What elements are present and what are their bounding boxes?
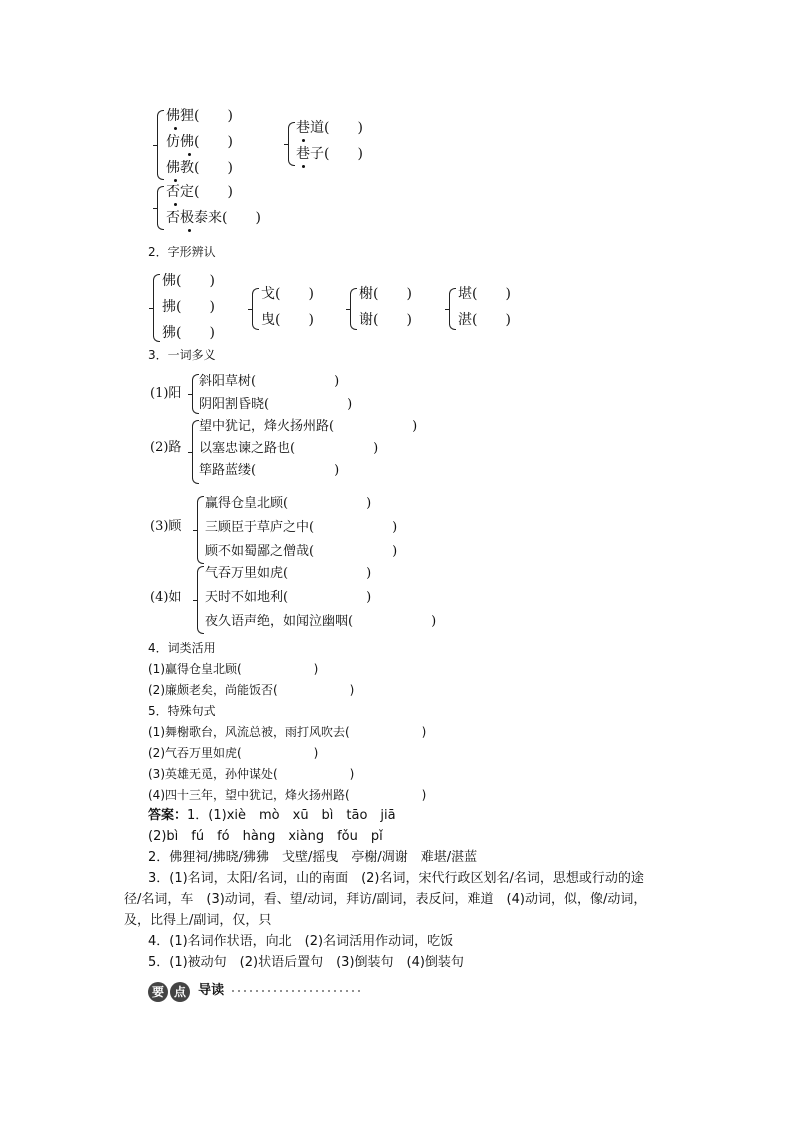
- word-line: 拂( ): [162, 299, 215, 315]
- word-line: 斜阳草树( ): [199, 374, 340, 389]
- word-line: 曳( ): [261, 312, 314, 328]
- word-line: 气吞万里如虎( ): [205, 566, 372, 581]
- word-line: 佛( ): [162, 273, 215, 289]
- word-line: 否极泰来( ): [166, 210, 261, 226]
- badge-char: 要: [148, 982, 168, 1002]
- word-line: 湛( ): [458, 312, 511, 328]
- answer-line: (2)bì fú fó hàng xiàng fǒu pǐ: [148, 829, 383, 844]
- emphasis-dot: [174, 203, 177, 206]
- question-line: (3)英雄无觅，孙仲谋处( ): [148, 767, 355, 781]
- word-line: 堪( ): [458, 286, 511, 302]
- answer-label: 答案：: [148, 808, 188, 823]
- word-line: 佛狸( ): [166, 108, 233, 124]
- emphasis-dot: [302, 139, 305, 142]
- section-heading: 4．词类活用: [148, 641, 216, 655]
- brace: [153, 274, 160, 342]
- word-line: 巷子( ): [296, 146, 363, 162]
- item-label: (1)阳: [150, 386, 182, 401]
- item-label: (3)顾: [150, 519, 182, 534]
- word-line: 仿佛( ): [166, 134, 233, 150]
- word-line: 佛教( ): [166, 160, 233, 176]
- answer-line: 及，比得上/副词，仅，只: [124, 913, 272, 928]
- word-line: 望中犹记，烽火扬州路( ): [199, 419, 418, 434]
- word-line: 谢( ): [359, 312, 412, 328]
- answer-line: 1．(1)xiè mò xū bì tāo jiā: [187, 808, 396, 823]
- brace: [192, 374, 199, 414]
- answer-block: [148, 808, 396, 824]
- word-line: 筚路蓝缕( ): [199, 463, 340, 478]
- word-line: 天时不如地利( ): [205, 590, 372, 605]
- question-line: (2)廉颇老矣，尚能饭否( ): [148, 683, 355, 697]
- emphasis-dot: [174, 179, 177, 182]
- word-line: 榭( ): [359, 286, 412, 302]
- section-badge: [148, 981, 224, 1001]
- word-line: 顾不如蜀鄙之僧哉( ): [205, 544, 398, 559]
- answer-line: 4．(1)名词作状语，向北 (2)名词活用作动词，吃饭: [148, 934, 454, 949]
- brace: [157, 110, 164, 180]
- emphasis-dot: [188, 229, 191, 232]
- answer-line: 5．(1)被动句 (2)状语后置句 (3)倒装句 (4)倒装句: [148, 955, 464, 970]
- brace: [192, 420, 199, 484]
- section-heading: 3．一词多义: [148, 348, 216, 362]
- answer-line: 3．(1)名词，太阳/名词，山的南面 (2)名词，宋代行政区划名/名词，思想或行动的途: [148, 871, 644, 886]
- brace: [157, 186, 164, 230]
- word-line: 狒( ): [162, 325, 215, 341]
- answer-line: 径/名词，车 (3)动词，看、望/动词，拜访/副词，表反问，难道 (4)动词，似，像/动词，: [124, 892, 647, 907]
- word-line: 阴阳割昏晓( ): [199, 397, 353, 412]
- item-label: (4)如: [150, 590, 182, 605]
- emphasis-dot: [174, 127, 177, 130]
- emphasis-dot: [302, 165, 305, 168]
- section-heading: 2．字形辨认: [148, 245, 216, 259]
- brace: [350, 288, 357, 330]
- brace: [288, 122, 295, 166]
- word-line: 夜久语声绝，如闻泣幽咽( ): [205, 614, 437, 629]
- brace: [252, 288, 259, 330]
- brace: [197, 496, 204, 564]
- question-line: (1)舞榭歌台，风流总被，雨打风吹去( ): [148, 725, 427, 739]
- badge-char: 点: [170, 982, 190, 1002]
- word-line: 戈( ): [261, 286, 314, 302]
- dotted-rule: [230, 989, 360, 993]
- section-heading: 5．特殊句式: [148, 704, 216, 718]
- question-line: (4)四十三年，望中犹记，烽火扬州路( ): [148, 788, 427, 802]
- question-line: (1)赢得仓皇北顾( ): [148, 662, 319, 676]
- word-line: 以塞忠谏之路也( ): [199, 441, 379, 456]
- word-line: 赢得仓皇北顾( ): [205, 496, 372, 511]
- word-line: 巷道( ): [296, 120, 363, 136]
- word-line: 三顾臣于草庐之中( ): [205, 520, 398, 535]
- item-label: (2)路: [150, 440, 182, 455]
- answer-line: 2．佛狸祠/拂晓/狒狒 戈壁/摇曳 亭榭/凋谢 难堪/湛蓝: [148, 850, 478, 865]
- word-line: 否定( ): [166, 184, 233, 200]
- question-line: (2)气吞万里如虎( ): [148, 746, 319, 760]
- badge-title: 导读: [198, 983, 225, 998]
- brace: [197, 566, 204, 634]
- emphasis-dot: [188, 153, 191, 156]
- brace: [449, 288, 456, 330]
